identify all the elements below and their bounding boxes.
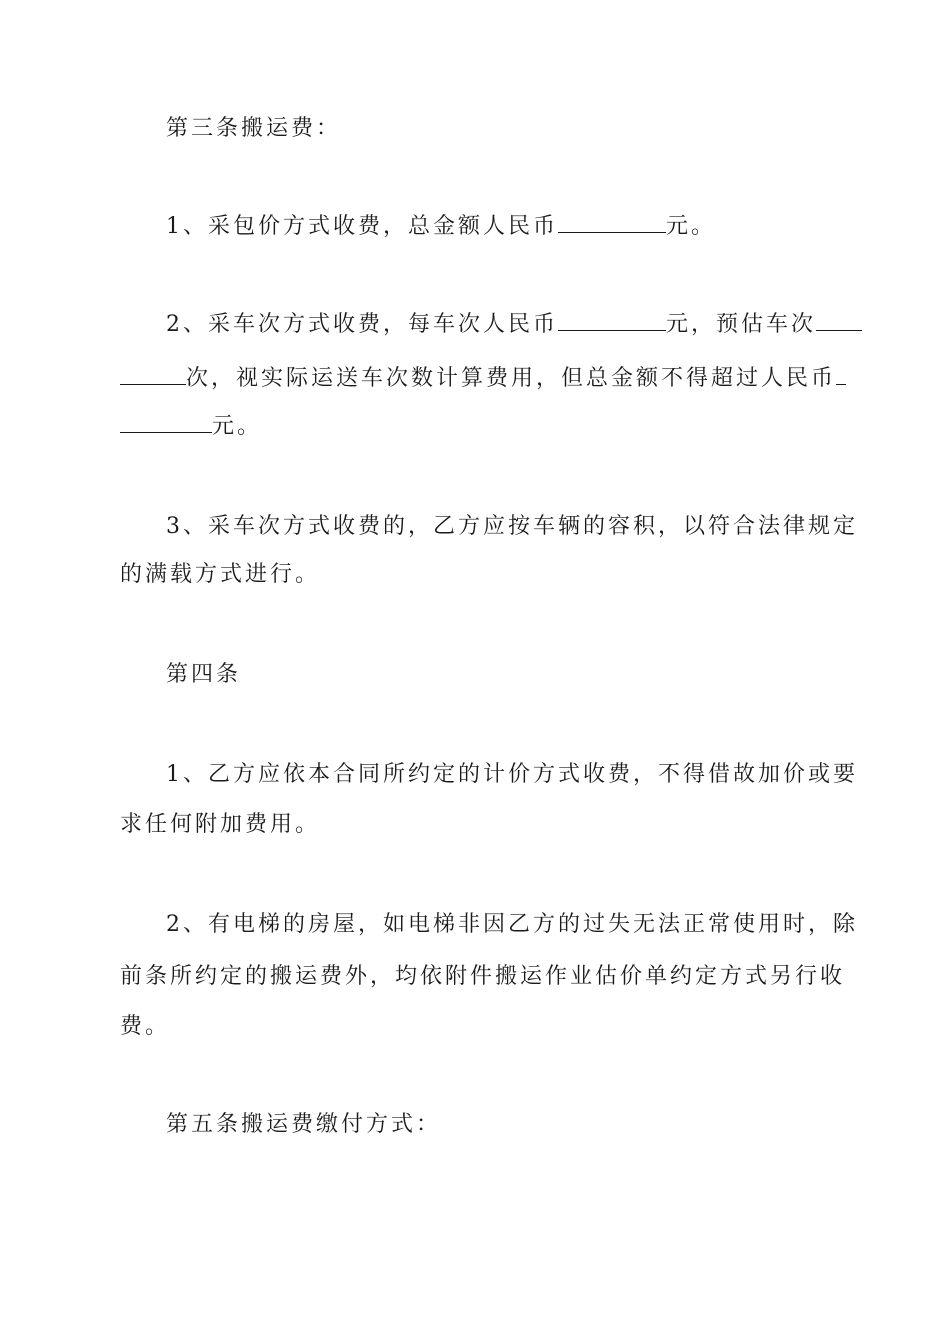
- article-4-item-2-line-1: 2、有电梯的房屋，如电梯非因乙方的过失无法正常使用时，除: [166, 912, 858, 937]
- trip-count-blank: [816, 310, 862, 331]
- article-4-heading: 第四条: [166, 662, 242, 687]
- article-4-item-2-line-2: 前条所约定的搬运费外，均依附件搬运作业估价单约定方式另行收: [120, 964, 846, 989]
- article-3-heading: 第三条搬运费：: [166, 116, 342, 141]
- article-3-item-1: 1、采包价方式收费，总金额人民币 元。: [166, 214, 717, 239]
- max-amount-blank: [836, 364, 846, 385]
- article-4-item-1-line-1: 1、乙方应依本合同所约定的计价方式收费，不得借故加价或要: [166, 762, 858, 787]
- trip-count-blank-cont: [120, 364, 186, 385]
- article-3-item-3-line-2: 的满载方式进行。: [120, 562, 321, 587]
- article-3-item-2-line-2: 次，视实际运送车次数计算费用，但总金额不得超过人民币: [120, 364, 846, 394]
- article-3-item-3-line-1: 3、采车次方式收费的，乙方应按车辆的容积，以符合法律规定: [166, 514, 858, 539]
- max-amount-blank-cont: [120, 412, 212, 433]
- article-3-item-2-line-3: 元。: [120, 412, 262, 442]
- article-4-item-2-line-3: 费。: [120, 1014, 171, 1039]
- article-3-item-2-line-1: 2、采车次方式收费，每车次人民币 元，预估车次: [166, 310, 862, 340]
- per-trip-amount-blank: [558, 310, 666, 331]
- article-5-heading: 第五条搬运费缴付方式：: [166, 1112, 442, 1137]
- amount-blank: [558, 212, 666, 233]
- article-4-item-1-line-2: 求任何附加费用。: [120, 812, 321, 837]
